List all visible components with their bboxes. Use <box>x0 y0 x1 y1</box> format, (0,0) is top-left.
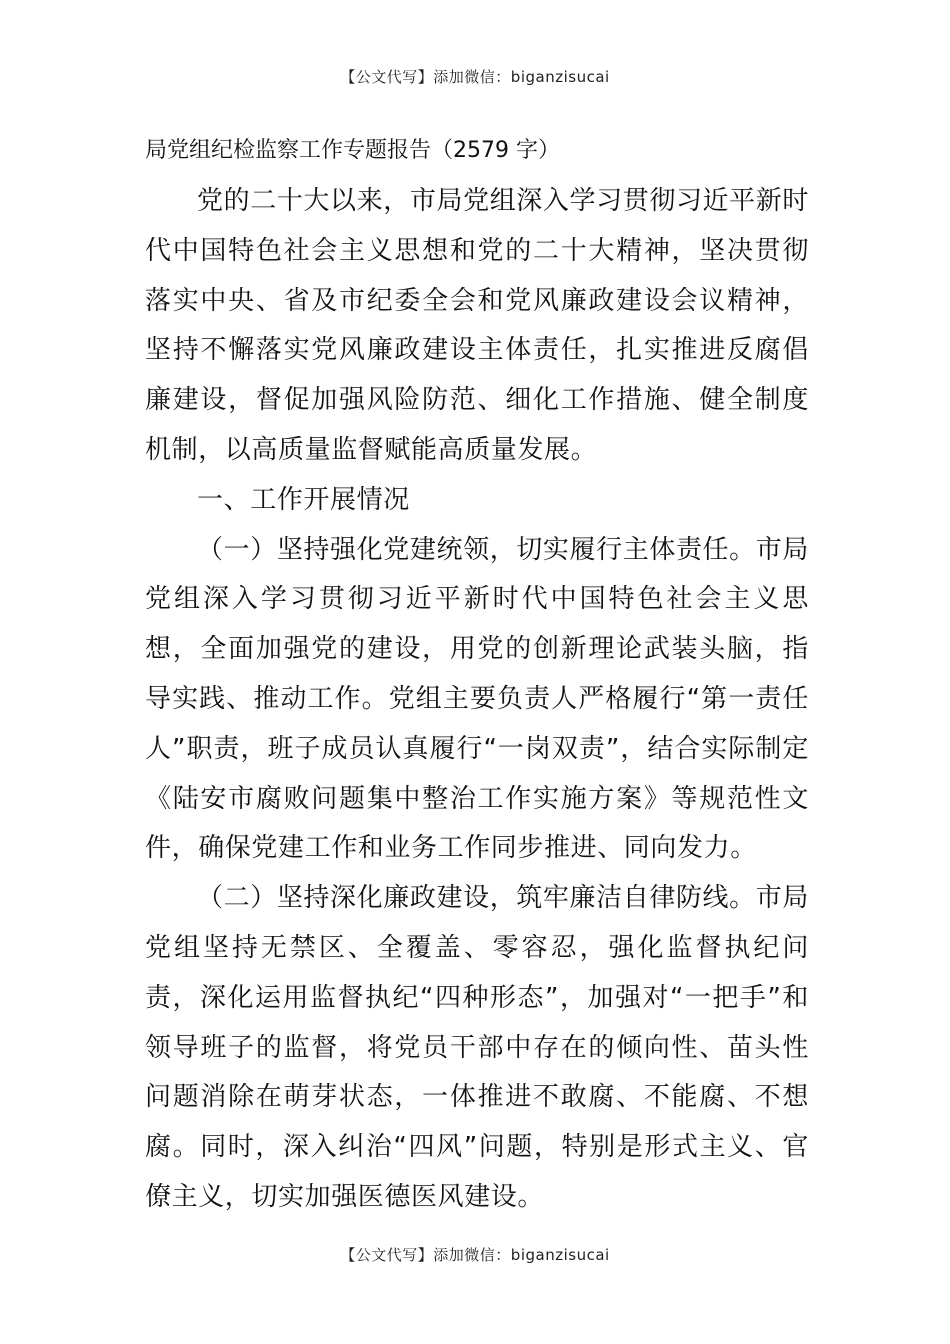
page-footer-watermark: 【公文代写】添加微信：biganzisucai <box>340 1246 610 1264</box>
section-heading: 一、工作开展情况 <box>197 484 410 515</box>
document-body <box>145 177 809 1223</box>
page-header-watermark: 【公文代写】添加微信：biganzisucai <box>340 68 610 86</box>
subsection-paragraph-2: （二）坚持深化廉政建设，筑牢廉洁自律防线。市局党组坚持无禁区、全覆盖、零容忍，强化监督执纪问责，深化运用监督执纪“四种形态”，加强对“一把手”和领导班子的监督，将党员干部中存在的倾向性、苗头性问题消除在萌芽状态，一体推进不敢腐、不能腐、不想腐。同时，深入纠治“四风”问题，特别是形式主义、官僚主义，切实加强医德医风建设。 <box>145 883 809 1212</box>
document-title: 局党组纪检监察工作专题报告（2579 字） <box>145 138 560 163</box>
intro-paragraph: 党的二十大以来，市局党组深入学习贯彻习近平新时代中国特色社会主义思想和党的二十大精神，坚决贯彻落实中央、省及市纪委全会和党风廉政建设会议精神，坚持不懈落实党风廉政建设主体责任，扎实推进反腐倡廉建设，督促加强风险防范、细化工作措施、健全制度机制，以高质量监督赋能高质量发展。 <box>145 186 809 465</box>
subsection-paragraph-1: （一）坚持强化党建统领，切实履行主体责任。市局党组深入学习贯彻习近平新时代中国特色社会主义思想，全面加强党的建设，用党的创新理论武装头脑，指导实践、推动工作。党组主要负责人严格履行“第一责任人”职责，班子成员认真履行“一岗双责”，结合实际制定《陆安市腐败问题集中整治工作实施方案》等规范性文件，确保党建工作和业务工作同步推进、同向发力。 <box>145 534 809 864</box>
